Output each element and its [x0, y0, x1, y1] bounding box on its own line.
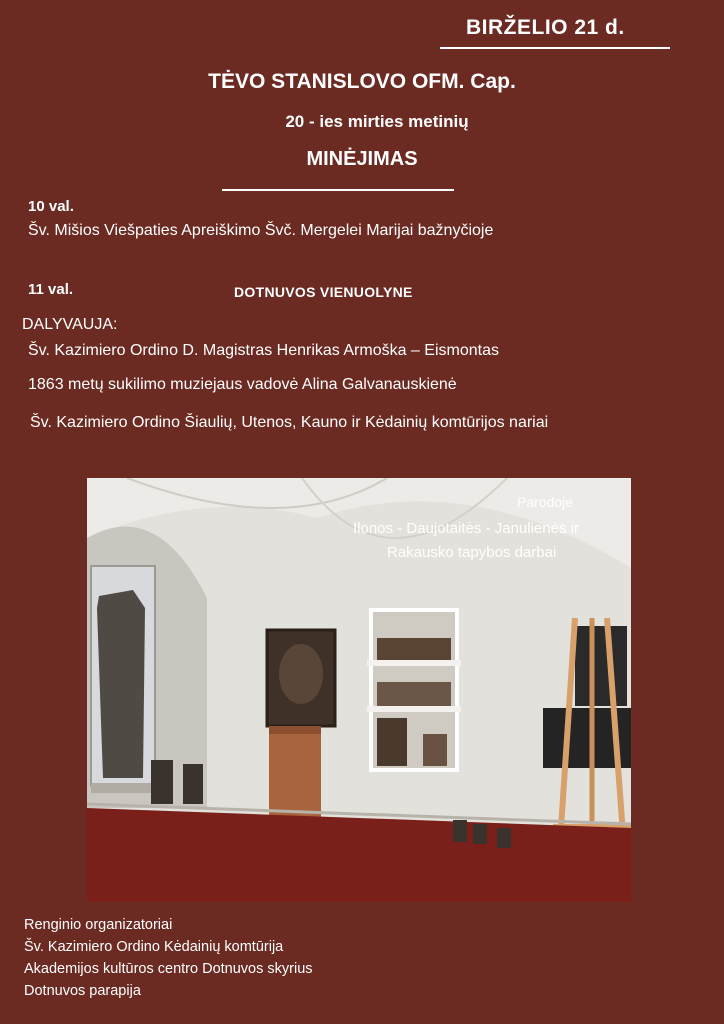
title-line-1: TĖVO STANISLOVO OFM. Cap. [208, 70, 516, 93]
title-line-2: 20 - ies mirties metinių [285, 112, 469, 131]
room-illustration [87, 478, 631, 902]
date-underline [440, 47, 670, 49]
exhibition-caption-3: Rakausko tapybos darbai [387, 544, 557, 561]
participants-heading: DALYVAUJA: [22, 316, 118, 333]
organizers-heading: Renginio organizatoriai [24, 917, 173, 933]
organizer-item: Šv. Kazimiero Ordino Kėdainių komtūrija [24, 939, 284, 955]
organizer-item: Akademijos kultūros centro Dotnuvos skyrius [24, 961, 313, 977]
second-event-place: DOTNUVOS VIENUOLYNE [234, 284, 413, 300]
organizers-block [24, 914, 313, 1002]
exhibition-caption-2: Ilonos - Daujotaitės - Janulienės ir [353, 520, 579, 537]
participant-item: Šv. Kazimiero Ordino D. Magistras Henrikas Armoška – Eismontas [28, 342, 499, 359]
exhibition-caption-1: Parodoje [517, 494, 574, 510]
organizer-item: Dotnuvos parapija [24, 983, 141, 999]
participant-item: Šv. Kazimiero Ordino Šiaulių, Utenos, Kauno ir Kėdainių komtūrijos nariai [30, 414, 549, 431]
first-time: 10 val. [28, 198, 74, 215]
title-line-3: MINĖJIMAS [306, 148, 418, 170]
title-divider [222, 189, 454, 191]
event-date: BIRŽELIO 21 d. [466, 16, 625, 39]
first-event-text: Šv. Mišios Viešpaties Apreiškimo Švč. Mergelei Marijai bažnyčioje [28, 222, 494, 239]
exhibition-photo [87, 478, 631, 902]
second-time: 11 val. [28, 281, 74, 298]
participant-item: 1863 metų sukilimo muziejaus vadovė Alina Galvanauskienė [28, 376, 457, 393]
